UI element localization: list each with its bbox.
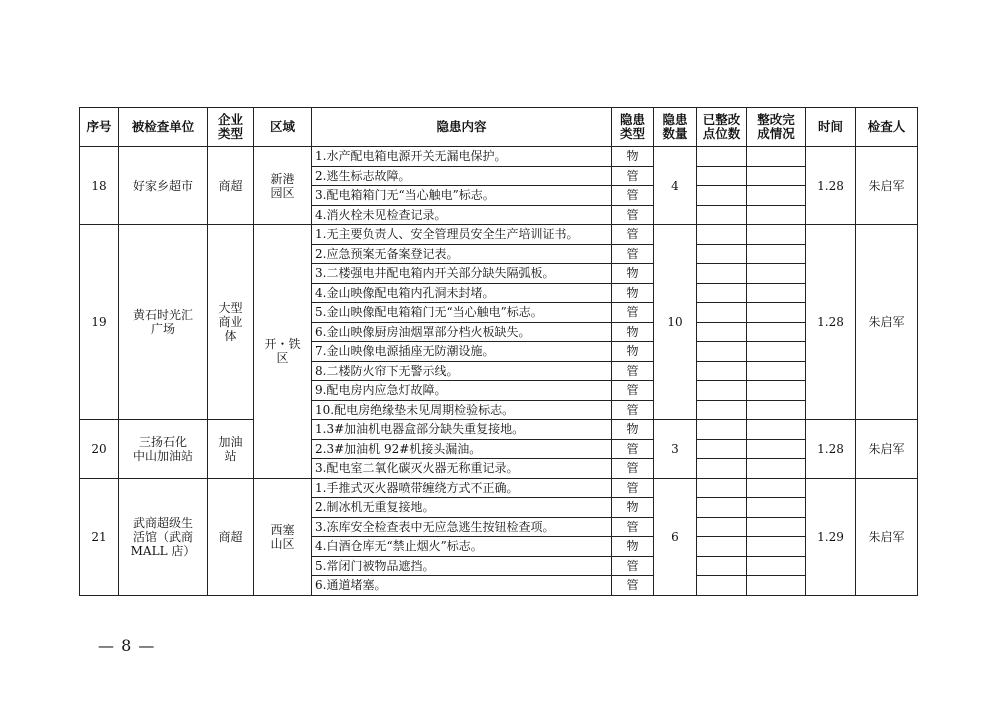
inspector-name: 朱启军 [856,225,918,420]
progress-cell [747,244,806,264]
hazard-content: 2.逃生标志故障。 [312,166,612,186]
progress-cell [747,264,806,284]
fixed-points-cell [697,303,747,323]
progress-cell [747,517,806,537]
enterprise-type: 大型 商业 体 [208,225,254,420]
header-fixed: 已整改 点位数 [697,108,747,147]
progress-cell [747,342,806,362]
hazard-content: 8.二楼防火帘下无警示线。 [312,361,612,381]
area-cell: 西塞 山区 [254,478,312,595]
page-dash-left: — [98,636,115,655]
hazard-count: 10 [654,225,697,420]
progress-cell [747,537,806,557]
progress-cell [747,498,806,518]
header-row [80,108,918,147]
inspection-time: 1.28 [806,147,856,225]
hazard-content: 6.通道堵塞。 [312,576,612,596]
header-content: 隐患内容 [312,108,612,147]
hazard-kind: 物 [612,420,654,440]
hazard-kind: 管 [612,244,654,264]
hazard-kind: 物 [612,537,654,557]
inspected-unit: 三扬石化 中山加油站 [119,420,208,479]
inspection-time: 1.29 [806,478,856,595]
hazard-content: 9.配电房内应急灯故障。 [312,381,612,401]
hazard-content: 5.常闭门被物品遮挡。 [312,556,612,576]
hazard-kind: 管 [612,361,654,381]
hazard-kind: 管 [612,517,654,537]
hazard-content: 1.水产配电箱电源开关无漏电保护。 [312,147,612,167]
hazard-content: 4.消火栓未见检查记录。 [312,205,612,225]
row-number: 21 [80,478,119,595]
hazard-content: 3.配电室二氧化碳灭火器无称重记录。 [312,459,612,479]
page-dash-right: — [138,636,156,655]
inspected-unit: 黄石时光汇 广场 [119,225,208,420]
progress-cell [747,439,806,459]
progress-cell [747,459,806,479]
hazard-count: 4 [654,147,697,225]
enterprise-type: 加油 站 [208,420,254,479]
header-area: 区域 [254,108,312,147]
hazard-kind: 管 [612,400,654,420]
progress-cell [747,576,806,596]
hazard-content: 1.无主要负责人、安全管理员安全生产培训证书。 [312,225,612,245]
row-number: 19 [80,225,119,420]
fixed-points-cell [697,225,747,245]
progress-cell [747,361,806,381]
progress-cell [747,381,806,401]
header-count: 隐患 数量 [654,108,697,147]
hazard-kind: 管 [612,381,654,401]
hazard-kind: 物 [612,322,654,342]
fixed-points-cell [697,322,747,342]
fixed-points-cell [697,205,747,225]
hazard-content: 3.配电箱箱门无“当心触电”标志。 [312,186,612,206]
table-row [80,478,918,498]
hazard-content: 7.金山映像电源插座无防潮设施。 [312,342,612,362]
hazard-content: 3.二楼强电井配电箱内开关部分缺失隔弧板。 [312,264,612,284]
fixed-points-cell [697,264,747,284]
hazard-content: 4.白酒仓库无“禁止烟火”标志。 [312,537,612,557]
page-footer [98,636,155,655]
progress-cell [747,478,806,498]
fixed-points-cell [697,283,747,303]
table-row [80,225,918,245]
hazard-content: 6.金山映像厨房油烟罩部分档火板缺失。 [312,322,612,342]
enterprise-type: 商超 [208,147,254,225]
progress-cell [747,420,806,440]
fixed-points-cell [697,420,747,440]
fixed-points-cell [697,342,747,362]
fixed-points-cell [697,400,747,420]
hazard-kind: 物 [612,342,654,362]
progress-cell [747,556,806,576]
hazard-content: 2.3#加油机 92#机接头漏油。 [312,439,612,459]
page-number: 8 [121,636,133,655]
hazard-kind: 物 [612,498,654,518]
hazard-kind: 管 [612,478,654,498]
header-unit: 被检查单位 [119,108,208,147]
progress-cell [747,147,806,167]
hazard-content: 3.冻库安全检查表中无应急逃生按钮检查项。 [312,517,612,537]
inspector-name: 朱启军 [856,147,918,225]
fixed-points-cell [697,381,747,401]
header-no: 序号 [80,108,119,147]
header-time: 时间 [806,108,856,147]
hazard-kind: 管 [612,166,654,186]
fixed-points-cell [697,439,747,459]
hazard-count: 6 [654,478,697,595]
inspected-unit: 好家乡超市 [119,147,208,225]
fixed-points-cell [697,459,747,479]
hazard-kind: 管 [612,556,654,576]
hazard-content: 2.制冰机无重复接地。 [312,498,612,518]
fixed-points-cell [697,147,747,167]
table-row [80,147,918,167]
fixed-points-cell [697,517,747,537]
header-inspector: 检查人 [856,108,918,147]
hazard-kind: 物 [612,264,654,284]
hazard-kind: 管 [612,186,654,206]
area-cell: 开・铁 区 [254,225,312,479]
hazard-kind: 管 [612,205,654,225]
progress-cell [747,166,806,186]
inspector-name: 朱启军 [856,420,918,479]
hazard-kind: 管 [612,303,654,323]
progress-cell [747,283,806,303]
fixed-points-cell [697,244,747,264]
hazard-kind: 管 [612,439,654,459]
header-progress: 整改完 成情况 [747,108,806,147]
header-type: 企业 类型 [208,108,254,147]
fixed-points-cell [697,498,747,518]
hazard-content: 1.3#加油机电器盒部分缺失重复接地。 [312,420,612,440]
inspection-time: 1.28 [806,420,856,479]
progress-cell [747,303,806,323]
hazard-content: 4.金山映像配电箱内孔洞未封堵。 [312,283,612,303]
hazard-kind: 管 [612,576,654,596]
fixed-points-cell [697,556,747,576]
inspected-unit: 武商超级生 活馆（武商 MALL 店） [119,478,208,595]
progress-cell [747,186,806,206]
progress-cell [747,322,806,342]
fixed-points-cell [697,166,747,186]
hazard-kind: 管 [612,459,654,479]
hazard-content: 2.应急预案无备案登记表。 [312,244,612,264]
hazard-kind: 物 [612,147,654,167]
hazard-kind: 物 [612,283,654,303]
progress-cell [747,205,806,225]
hazard-kind: 管 [612,225,654,245]
table-row [80,420,918,440]
fixed-points-cell [697,186,747,206]
hazard-content: 5.金山映像配电箱箱门无“当心触电”标志。 [312,303,612,323]
row-number: 18 [80,147,119,225]
hazard-content: 1.手推式灭火器喷带缠绕方式不正确。 [312,478,612,498]
row-number: 20 [80,420,119,479]
header-hazard-type: 隐患 类型 [612,108,654,147]
enterprise-type: 商超 [208,478,254,595]
fixed-points-cell [697,537,747,557]
hazard-content: 10.配电房绝缘垫未见周期检验标志。 [312,400,612,420]
progress-cell [747,400,806,420]
fixed-points-cell [697,361,747,381]
area-cell: 新港 园区 [254,147,312,225]
hazard-count: 3 [654,420,697,479]
inspection-time: 1.28 [806,225,856,420]
progress-cell [747,225,806,245]
hazard-table [79,107,918,596]
fixed-points-cell [697,478,747,498]
fixed-points-cell [697,576,747,596]
inspector-name: 朱启军 [856,478,918,595]
